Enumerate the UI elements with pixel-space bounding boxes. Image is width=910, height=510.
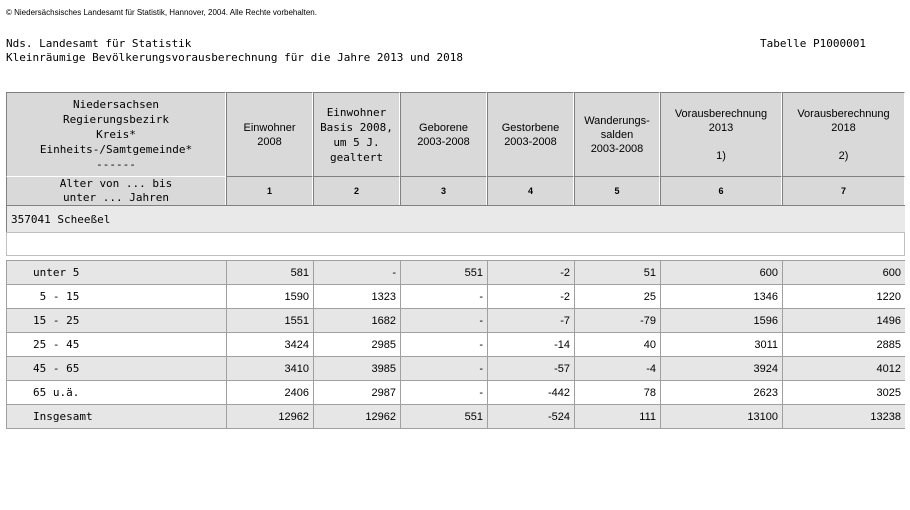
cell-value: 12962 [313, 404, 400, 429]
cell-value: 51 [574, 260, 660, 284]
cell-value: - [313, 260, 400, 284]
row-label: 45 - 65 [6, 356, 226, 380]
page-title: Kleinräumige Bevölkerungsvorausberechnung für die Jahre 2013 und 2018 [6, 51, 463, 64]
table-row [6, 404, 905, 429]
cell-value: 581 [226, 260, 313, 284]
row-label: Insgesamt [6, 404, 226, 429]
cell-value: 4012 [782, 356, 905, 380]
row-label: unter 5 [6, 260, 226, 284]
cell-value: -2 [487, 284, 574, 308]
cell-value: -57 [487, 356, 574, 380]
cell-value: 2623 [660, 380, 782, 404]
table-row [6, 356, 905, 380]
cell-value: 1496 [782, 308, 905, 332]
column-number: 5 [574, 176, 660, 205]
table-row [6, 260, 905, 284]
stub-header: Niedersachsen Regierungsbezirk Kreis* Einheits-/Samtgemeinde* ------ [6, 92, 226, 176]
cell-value: 40 [574, 332, 660, 356]
column-header: Geborene 2003-2008 [400, 92, 487, 176]
column-header: Einwohner 2008 [226, 92, 313, 176]
data-table [6, 92, 905, 429]
cell-value: 1682 [313, 308, 400, 332]
cell-value: 600 [782, 260, 905, 284]
row-label: 25 - 45 [6, 332, 226, 356]
column-number: 6 [660, 176, 782, 205]
cell-value: -2 [487, 260, 574, 284]
cell-value: 13238 [782, 404, 905, 429]
cell-value: 551 [400, 404, 487, 429]
cell-value: 3025 [782, 380, 905, 404]
table-row [6, 308, 905, 332]
column-header: Wanderungs- salden 2003-2008 [574, 92, 660, 176]
column-header: Einwohner Basis 2008, um 5 J. gealtert [313, 92, 400, 176]
cell-value: 25 [574, 284, 660, 308]
cell-value: 2985 [313, 332, 400, 356]
cell-value: 600 [660, 260, 782, 284]
cell-value: 3924 [660, 356, 782, 380]
cell-value: - [400, 380, 487, 404]
row-label: 65 u.ä. [6, 380, 226, 404]
column-number: 4 [487, 176, 574, 205]
cell-value: 3424 [226, 332, 313, 356]
cell-value: 3410 [226, 356, 313, 380]
table-row [6, 380, 905, 404]
cell-value: -4 [574, 356, 660, 380]
agency-name: Nds. Landesamt für Statistik [6, 37, 192, 50]
stub-subheader: Alter von ... bis unter ... Jahren [6, 176, 226, 205]
column-number: 2 [313, 176, 400, 205]
copyright-notice: © Niedersächsisches Landesamt für Statistik, Hannover, 2004. Alle Rechte vorbehalten. [6, 8, 317, 17]
cell-value: - [400, 284, 487, 308]
cell-value: - [400, 332, 487, 356]
cell-value: 1346 [660, 284, 782, 308]
column-number: 7 [782, 176, 905, 205]
region-label: 357041 Scheeßel [6, 205, 905, 232]
cell-value: 551 [400, 260, 487, 284]
cell-value: 2885 [782, 332, 905, 356]
column-header: Vorausberechnung 2013 1) [660, 92, 782, 176]
cell-value: - [400, 356, 487, 380]
cell-value: 1551 [226, 308, 313, 332]
row-label: 15 - 25 [6, 308, 226, 332]
cell-value: 1220 [782, 284, 905, 308]
column-header: Gestorbene 2003-2008 [487, 92, 574, 176]
cell-value: - [400, 308, 487, 332]
table-row [6, 284, 905, 308]
cell-value: -79 [574, 308, 660, 332]
column-number: 1 [226, 176, 313, 205]
cell-value: 78 [574, 380, 660, 404]
cell-value: 3011 [660, 332, 782, 356]
cell-value: 3985 [313, 356, 400, 380]
column-header: Vorausberechnung 2018 2) [782, 92, 905, 176]
spacer-row [6, 232, 905, 256]
cell-value: -14 [487, 332, 574, 356]
column-number: 3 [400, 176, 487, 205]
cell-value: 2406 [226, 380, 313, 404]
cell-value: 2987 [313, 380, 400, 404]
table-id: Tabelle P1000001 [760, 37, 866, 50]
cell-value: 13100 [660, 404, 782, 429]
cell-value: 1590 [226, 284, 313, 308]
cell-value: 111 [574, 404, 660, 429]
cell-value: 1323 [313, 284, 400, 308]
cell-value: -524 [487, 404, 574, 429]
cell-value: 12962 [226, 404, 313, 429]
table-row [6, 332, 905, 356]
row-label: 5 - 15 [6, 284, 226, 308]
cell-value: -7 [487, 308, 574, 332]
cell-value: -442 [487, 380, 574, 404]
cell-value: 1596 [660, 308, 782, 332]
